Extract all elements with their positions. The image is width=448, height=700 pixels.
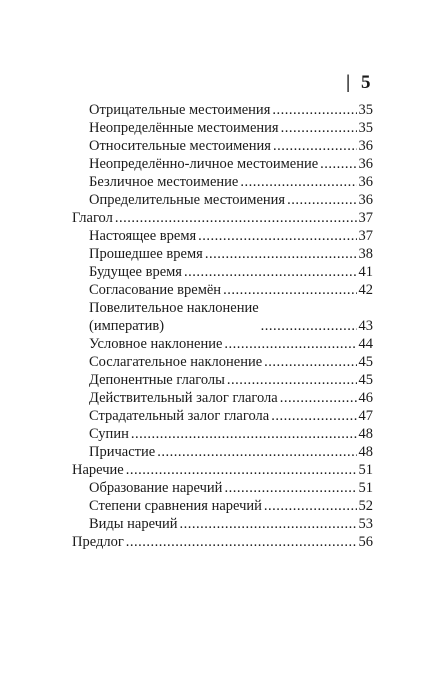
toc-entry [72, 263, 373, 281]
toc-entry-page: 46 [358, 390, 373, 406]
toc-entry-page: 36 [358, 192, 373, 208]
dot-leader [126, 461, 357, 479]
dot-leader [264, 353, 356, 371]
toc-entry-page: 48 [358, 444, 373, 460]
toc-entry-title-line2: (императив) [89, 318, 165, 334]
dot-leader [198, 227, 356, 245]
toc-entry [72, 371, 373, 389]
toc-entry-page: 35 [358, 120, 373, 136]
toc-entry-page: 35 [358, 102, 373, 118]
page-number: 5 [360, 72, 371, 93]
toc-entry-title: Супин [89, 426, 129, 442]
toc-entry-title: Неопределённые местоимения [89, 120, 279, 136]
toc-section-title: Предлог [72, 534, 124, 550]
toc-entry-page: 51 [358, 462, 373, 478]
toc-entry [72, 227, 373, 245]
toc-entry [72, 299, 373, 335]
toc-entry-page: 45 [358, 372, 373, 388]
toc-entry-page: 42 [358, 282, 373, 298]
toc-entry-title: Будущее время [89, 264, 182, 280]
toc-section [72, 461, 373, 479]
dot-leader [157, 443, 356, 461]
dot-leader [224, 479, 356, 497]
toc-entry-title: Прошедшее время [89, 246, 203, 262]
page-header [346, 72, 370, 94]
toc-entry-page: 36 [358, 156, 373, 172]
toc-entry-page: 47 [358, 408, 373, 424]
toc-entry-title: Виды наречий [89, 516, 178, 532]
toc-entry-title: Степени сравнения наречий [89, 498, 262, 514]
toc-section [72, 533, 373, 551]
dot-leader [264, 497, 357, 515]
dot-leader [272, 101, 356, 119]
dot-leader [320, 155, 356, 173]
toc-entry [72, 335, 373, 353]
toc-entry [72, 425, 373, 443]
toc-entry [72, 281, 373, 299]
toc-entry [72, 479, 373, 497]
toc-entry-title: Образование наречий [89, 480, 223, 496]
dot-leader [126, 533, 357, 551]
toc-entry-title: Неопределённо-личное местоимение [89, 156, 319, 172]
toc-entry [72, 407, 373, 425]
toc-entry-page: 51 [358, 480, 373, 496]
toc-entry-page: 56 [358, 534, 373, 550]
toc-entry-page: 44 [358, 336, 373, 352]
toc-entry [72, 101, 373, 119]
toc-entry-page: 37 [358, 210, 373, 226]
table-of-contents [72, 101, 373, 551]
dot-leader [223, 281, 356, 299]
toc-entry [72, 443, 373, 461]
toc-entry-page: 53 [358, 516, 373, 532]
toc-entry [72, 245, 373, 263]
toc-entry-page: 43 [358, 318, 373, 334]
dot-leader [240, 173, 356, 191]
toc-entry-title-line1: Повелительное наклонение [89, 300, 259, 316]
dot-leader [205, 245, 357, 263]
toc-entry [72, 353, 373, 371]
toc-entry-page: 38 [358, 246, 373, 262]
toc-entry-title: Отрицательные местоимения [89, 102, 271, 118]
toc-entry-title: Условное наклонение [89, 336, 223, 352]
toc-entry-title: Настоящее время [89, 228, 197, 244]
dot-leader [131, 425, 357, 443]
dot-leader [273, 137, 357, 155]
dot-leader [280, 389, 357, 407]
toc-section-title: Наречие [72, 462, 124, 478]
toc-entry-title: Причастие [89, 444, 156, 460]
header-separator: | [346, 72, 351, 93]
toc-entry-page: 37 [358, 228, 373, 244]
toc-entry [72, 119, 373, 137]
toc-section [72, 209, 373, 227]
toc-entry-page: 52 [358, 498, 373, 514]
toc-entry-title: Страдательный залог глагола [89, 408, 270, 424]
toc-entry-page: 36 [358, 174, 373, 190]
toc-entry-page: 45 [358, 354, 373, 370]
toc-entry-title: Относительные местоимения [89, 138, 271, 154]
toc-entry-page: 48 [358, 426, 373, 442]
dot-leader [261, 317, 357, 335]
toc-entry-page: 36 [358, 138, 373, 154]
toc-entry [72, 389, 373, 407]
toc-entry [72, 497, 373, 515]
dot-leader [184, 263, 357, 281]
toc-entry [72, 191, 373, 209]
toc-entry [72, 155, 373, 173]
dot-leader [227, 371, 357, 389]
toc-entry-title: Определительные местоимения [89, 192, 286, 208]
dot-leader [224, 335, 356, 353]
dot-leader [281, 119, 357, 137]
toc-entry-title: Депонентные глаголы [89, 372, 225, 388]
toc-entry-page: 41 [358, 264, 373, 280]
toc-entry [72, 137, 373, 155]
dot-leader [115, 209, 357, 227]
dot-leader [180, 515, 357, 533]
toc-entry-title: Действительный залог глагола [89, 390, 278, 406]
toc-entry-title: Сослагательное наклонение [89, 354, 263, 370]
dot-leader [287, 191, 356, 209]
toc-entry [72, 173, 373, 191]
dot-leader [271, 407, 356, 425]
toc-entry-title [89, 299, 259, 335]
toc-section-title: Глагол [72, 210, 113, 226]
toc-entry [72, 515, 373, 533]
toc-entry-title: Согласование времён [89, 282, 222, 298]
toc-entry-title: Безличное местоимение [89, 174, 239, 190]
